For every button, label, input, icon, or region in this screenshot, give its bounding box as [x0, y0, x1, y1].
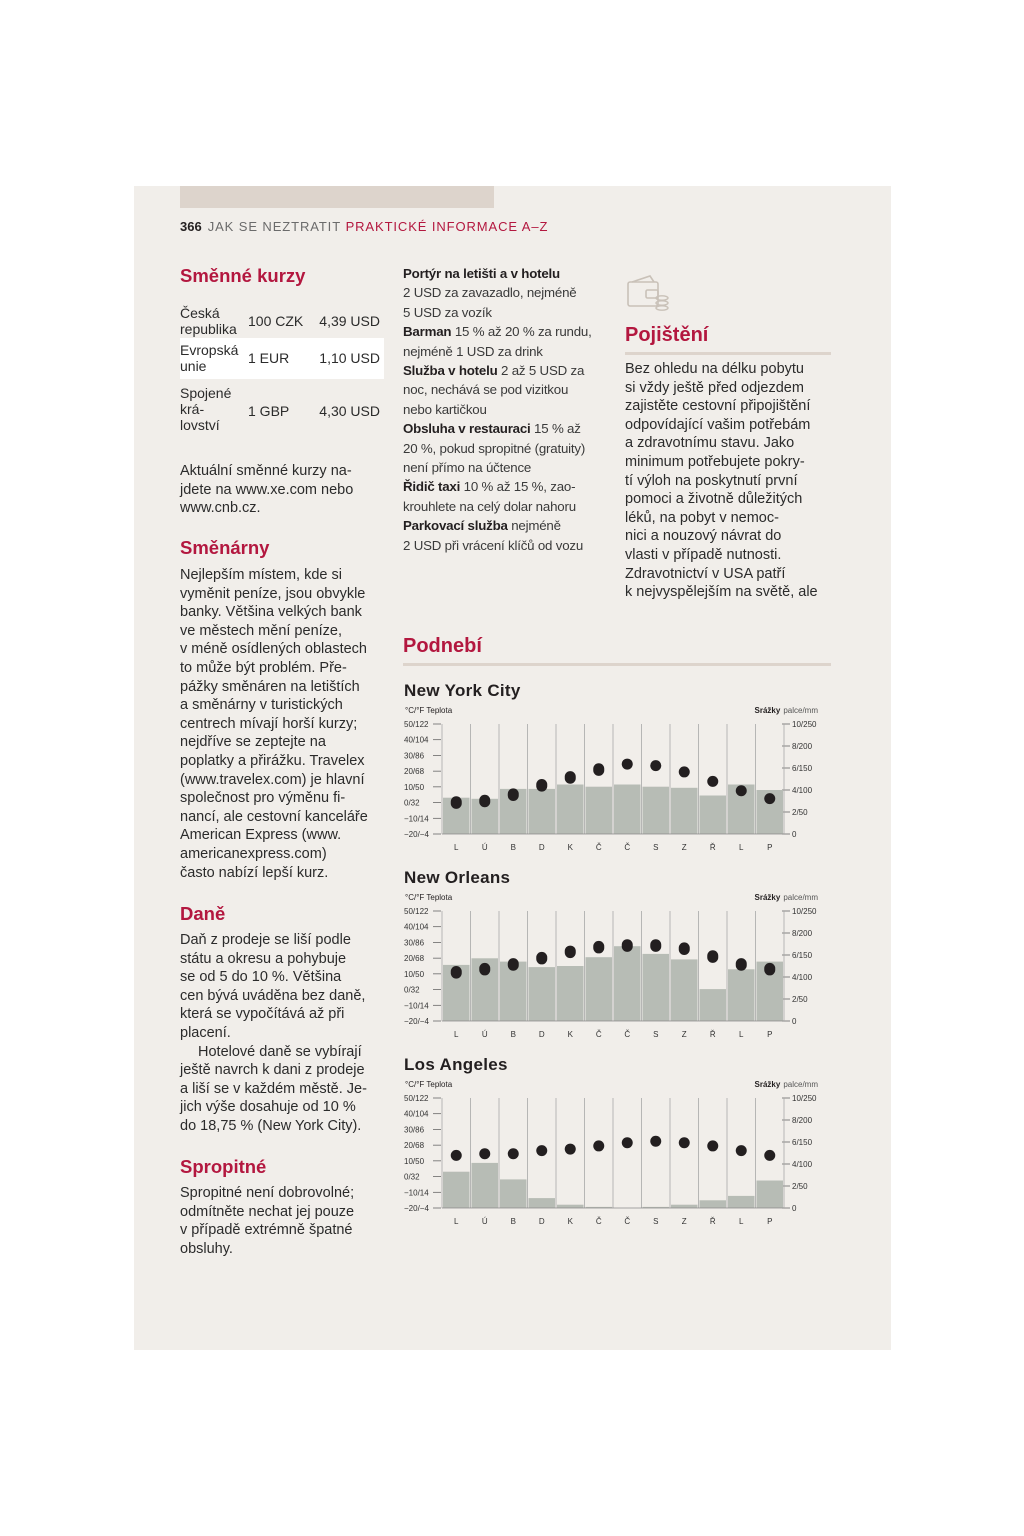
- temp-tick-label: 30/86: [404, 751, 425, 761]
- temp-tick-label: 0/32: [404, 985, 420, 995]
- temp-range-mark: [764, 963, 775, 976]
- tip-line: [403, 322, 613, 341]
- temp-range-mark: [479, 795, 490, 808]
- rain-bar: [671, 959, 698, 1021]
- temp-range-mark: [536, 1145, 547, 1156]
- dane-text: [180, 931, 367, 1136]
- month-label: L: [454, 1217, 459, 1226]
- rain-tick-label: 2/50: [792, 808, 808, 817]
- rain-tick-label: 8/200: [792, 742, 813, 751]
- text-line: do 18,75 % (New York City).: [180, 1117, 362, 1134]
- rain-bar: [557, 1205, 584, 1208]
- month-label: L: [454, 843, 459, 852]
- temp-range-mark: [508, 1148, 519, 1159]
- rain-tick-label: 0: [792, 1017, 797, 1026]
- temp-tick-label: 0/32: [404, 1172, 420, 1182]
- temp-range-mark: [736, 1145, 747, 1156]
- text-line: to může být problém. Pře-: [180, 659, 347, 676]
- text-line: Hotelové daně se vybírají: [198, 1043, 362, 1060]
- country-line: unie: [180, 358, 207, 374]
- month-label: L: [739, 1217, 744, 1226]
- temp-tick-label: 40/104: [404, 735, 429, 745]
- temp-tick-label: 40/104: [404, 922, 429, 932]
- country-line: Spojené: [180, 385, 232, 401]
- month-label: B: [510, 1217, 516, 1226]
- amount-cell: 1 GBP: [248, 403, 290, 419]
- rain-bar: [529, 967, 556, 1021]
- temp-tick-label: 10/50: [404, 782, 425, 792]
- table-row: [180, 379, 384, 439]
- tip-line: nebo kartičkou: [403, 401, 487, 417]
- tip-item: [403, 516, 613, 555]
- temp-range-mark: [536, 952, 547, 965]
- rain-bar: [557, 785, 584, 835]
- tip-line: [403, 419, 613, 438]
- rain-tick-label: 6/150: [792, 951, 813, 960]
- month-label: S: [653, 1030, 659, 1039]
- temp-range-mark: [593, 941, 604, 954]
- temp-range-mark: [451, 966, 462, 979]
- temp-tick-label: 50/122: [404, 720, 429, 729]
- text-line: a zdravotnímu stavu. Jako: [625, 435, 795, 452]
- table-row: [180, 338, 384, 379]
- text-line: léků, na pobyt v nemoc-: [625, 509, 779, 526]
- city-title-los-angeles: Los Angeles: [404, 1055, 508, 1074]
- exchange-table: [180, 302, 384, 439]
- temp-tick-label: 20/68: [404, 767, 425, 777]
- month-label: Ú: [481, 1030, 488, 1039]
- temp-range-mark: [593, 763, 604, 776]
- temp-range-mark: [707, 950, 718, 963]
- rain-axis-label-bold: Srážky: [754, 893, 781, 902]
- climate-chart-new-orleans: [402, 889, 828, 1045]
- rain-bar: [700, 1200, 727, 1208]
- text-line: společnost pro výměnu fi-: [180, 790, 346, 807]
- month-label: L: [454, 1030, 459, 1039]
- temp-range-mark: [479, 1148, 490, 1159]
- text-line: k nejvyspělejším na světě, ale: [625, 584, 818, 601]
- temp-tick-label: −20/−4: [404, 830, 429, 839]
- rain-bar: [643, 954, 670, 1021]
- temp-range-mark: [650, 1136, 661, 1147]
- month-label: P: [767, 1217, 773, 1226]
- tip-item: [403, 264, 613, 322]
- running-header: [180, 219, 548, 234]
- tip-text: nejméně: [507, 518, 561, 534]
- rain-bar: [614, 785, 641, 835]
- temp-range-mark: [565, 946, 576, 959]
- tip-text: 15 % až 20 % za rundu,: [451, 324, 592, 340]
- rain-tick-label: 2/50: [792, 1182, 808, 1191]
- text-line: www.cnb.cz.: [180, 500, 261, 517]
- rain-bar: [700, 796, 727, 835]
- month-label: Ú: [481, 1217, 488, 1226]
- month-label: K: [567, 843, 573, 852]
- rain-tick-label: 6/150: [792, 1138, 813, 1147]
- text-line: odpovídající vašim potřebám: [625, 416, 811, 433]
- month-label: Č: [595, 1217, 602, 1226]
- month-label: B: [510, 843, 516, 852]
- city-title-nyc: New York City: [404, 681, 521, 700]
- temp-range-mark: [764, 793, 775, 804]
- rain-bar: [671, 1205, 698, 1208]
- temp-range-mark: [736, 958, 747, 971]
- rain-bar: [443, 1172, 470, 1208]
- climate-chart-nyc: [402, 702, 828, 858]
- month-label: Ř: [709, 1217, 716, 1226]
- rain-tick-label: 0: [792, 1204, 797, 1213]
- text-line: Nejlepším místem, kde si: [180, 567, 342, 583]
- text-line: jdete na www.xe.com nebo: [180, 481, 354, 498]
- tip-item: [403, 477, 613, 516]
- month-label: D: [538, 1030, 545, 1039]
- insurance-text: [625, 360, 818, 602]
- temp-range-mark: [707, 776, 718, 787]
- rain-tick-label: 2/50: [792, 995, 808, 1004]
- tip-line: 20 %, pokud spropitné (gratuity): [403, 440, 586, 456]
- tip-line: 2 USD za zavazadlo, nejméně: [403, 285, 577, 301]
- section-title: PRAKTICKÉ INFORMACE A–Z: [345, 219, 549, 234]
- text-line: nancí, ale cestovní kanceláře: [180, 808, 368, 825]
- temp-range-mark: [479, 963, 490, 976]
- rain-bar: [728, 969, 755, 1021]
- tip-item: [403, 322, 613, 361]
- rain-tick-label: 4/100: [792, 973, 813, 982]
- temp-tick-label: 10/50: [404, 969, 425, 979]
- temp-range-mark: [508, 788, 519, 801]
- tip-line: 5 USD za vozík: [403, 304, 492, 320]
- text-line: státu a okresu a pohybuje: [180, 950, 347, 967]
- country-line: krá-: [180, 401, 205, 417]
- text-line: nici a nouzový návrat do: [625, 528, 782, 545]
- rain-axis-label-unit: palce/mm: [783, 893, 818, 902]
- month-label: L: [739, 1030, 744, 1039]
- temp-range-mark: [650, 760, 661, 771]
- climate-rule: [403, 663, 831, 666]
- temp-tick-label: 50/122: [404, 907, 429, 916]
- temp-tick-label: 30/86: [404, 1125, 425, 1135]
- rain-bar: [757, 1181, 784, 1209]
- text-line: centrech mívají horší kurzy;: [180, 715, 358, 732]
- temp-axis-label: °C/°F Teplota: [405, 1080, 453, 1089]
- temp-tick-label: −10/14: [404, 1188, 429, 1198]
- text-line: a liší se v každém městě. Je-: [180, 1080, 367, 1097]
- temp-range-mark: [650, 939, 661, 952]
- rain-bar: [700, 989, 727, 1021]
- country-line: Česká: [180, 305, 220, 321]
- temp-tick-label: 30/86: [404, 938, 425, 948]
- tip-text: 2 až 5 USD za: [497, 363, 585, 379]
- exchange-title: Směnné kurzy: [180, 265, 306, 286]
- tip-line: [403, 477, 613, 496]
- rain-tick-label: 10/250: [792, 907, 817, 916]
- text-line: si vždy ještě před odjezdem: [625, 379, 804, 396]
- tip-line: není přímo na účtence: [403, 460, 532, 476]
- exchange-note: [180, 462, 353, 518]
- month-label: Č: [624, 1217, 631, 1226]
- rain-bar: [557, 966, 584, 1021]
- temp-range-mark: [593, 1140, 604, 1151]
- month-label: L: [739, 843, 744, 852]
- temp-tick-label: 40/104: [404, 1109, 429, 1119]
- text-line: (www.travelex.com) je hlavní: [180, 771, 365, 788]
- amount-cell: 1 EUR: [248, 350, 290, 366]
- month-label: Č: [595, 1030, 602, 1039]
- text-line: banky. Většina velkých bank: [180, 604, 362, 621]
- temp-range-mark: [622, 1137, 633, 1148]
- rain-tick-label: 4/100: [792, 1160, 813, 1169]
- tip-line: 2 USD při vrácení klíčů od vozu: [403, 537, 584, 553]
- usd-cell: 4,39 USD: [319, 313, 380, 329]
- rain-tick-label: 10/250: [792, 720, 817, 729]
- text-line: Bez ohledu na délku pobytu: [625, 361, 804, 377]
- smenarny-text: [180, 566, 368, 882]
- rain-bar: [472, 1163, 499, 1208]
- text-line: vyměnit peníze, jsou obvykle: [180, 585, 366, 602]
- country-line: Evropská: [180, 342, 239, 358]
- rain-bar: [586, 787, 613, 834]
- rain-axis-label: [755, 1080, 819, 1089]
- month-label: D: [538, 1217, 545, 1226]
- spropitne-text: [180, 1184, 354, 1258]
- temp-range-mark: [565, 771, 576, 784]
- temp-range-mark: [764, 1150, 775, 1161]
- text-line: odmítněte nechat jej pouze: [180, 1203, 355, 1220]
- month-label: Ú: [481, 843, 488, 852]
- temp-range-mark: [565, 1144, 576, 1155]
- text-line: ve městech mění peníze,: [180, 622, 342, 639]
- rain-tick-label: 6/150: [792, 764, 813, 773]
- temp-tick-label: −10/14: [404, 814, 429, 824]
- temp-range-mark: [736, 785, 747, 796]
- header-tab: [180, 186, 494, 208]
- temp-range-mark: [536, 779, 547, 792]
- month-label: Ř: [709, 843, 716, 852]
- tip-label: Parkovací služba: [403, 518, 508, 534]
- city-title-new-orleans: New Orleans: [404, 868, 511, 887]
- amount-cell: 100 CZK: [248, 313, 304, 329]
- rain-tick-label: 8/200: [792, 929, 813, 938]
- rain-tick-label: 0: [792, 830, 797, 839]
- tip-label: Služba v hotelu: [403, 363, 498, 379]
- rain-bar: [671, 788, 698, 834]
- text-line: v případě extrémně špatné: [180, 1222, 353, 1239]
- month-label: P: [767, 1030, 773, 1039]
- rain-tick-label: 4/100: [792, 786, 813, 795]
- month-label: S: [653, 843, 659, 852]
- rain-axis-label-bold: Srážky: [754, 706, 781, 715]
- tip-line: krouhlete na celý dolar nahoru: [403, 498, 576, 514]
- temp-tick-label: 20/68: [404, 954, 425, 964]
- usd-cell: 1,10 USD: [319, 350, 380, 366]
- wallet-coins-icon: [626, 274, 670, 314]
- month-label: S: [653, 1217, 659, 1226]
- rain-bar: [614, 946, 641, 1021]
- rain-tick-label: 10/250: [792, 1094, 817, 1103]
- tipping-list: [403, 264, 613, 555]
- spropitne-title: Spropitné: [180, 1156, 267, 1177]
- country-line: lovství: [180, 417, 220, 433]
- text-line: obsluhy.: [180, 1240, 233, 1257]
- climate-chart-los-angeles: [402, 1076, 828, 1232]
- temp-axis-label: °C/°F Teplota: [405, 706, 453, 715]
- text-line: minimum potřebujete pokry-: [625, 453, 805, 470]
- temp-tick-label: 10/50: [404, 1156, 425, 1166]
- month-label: Z: [681, 843, 687, 852]
- month-label: K: [567, 1030, 573, 1039]
- tip-text: 10 % až 15 %, zao-: [460, 479, 576, 495]
- rain-bar: [643, 787, 670, 834]
- text-line: která se vypočítává až při: [180, 1006, 345, 1023]
- temp-tick-label: −20/−4: [404, 1204, 429, 1213]
- temp-range-mark: [622, 939, 633, 952]
- tip-label: Řidič taxi: [403, 479, 461, 495]
- temp-range-mark: [508, 958, 519, 971]
- rain-bar: [529, 1198, 556, 1208]
- temp-range-mark: [679, 1137, 690, 1148]
- temp-range-mark: [451, 796, 462, 809]
- month-label: Č: [624, 1030, 631, 1039]
- chapter-title: JAK SE NEZTRATIT: [207, 219, 342, 234]
- tip-text: 15 % až: [530, 421, 581, 437]
- temp-tick-label: 0/32: [404, 798, 420, 808]
- temp-range-mark: [679, 766, 690, 777]
- tip-line: nejméně 1 USD za drink: [403, 343, 543, 359]
- month-label: P: [767, 843, 773, 852]
- text-line: se od 5 do 10 %. Většina: [180, 969, 342, 986]
- rain-axis-label-bold: Srážky: [754, 1080, 781, 1089]
- month-label: D: [538, 843, 545, 852]
- tip-line: [403, 264, 613, 283]
- rain-axis-label-unit: palce/mm: [783, 706, 818, 715]
- text-line: nejdříve se zeptejte na: [180, 734, 326, 751]
- rain-bar: [586, 957, 613, 1021]
- temp-tick-label: −20/−4: [404, 1017, 429, 1026]
- rain-bar: [500, 1179, 527, 1208]
- text-line: cen bývá uváděna bez daně,: [180, 987, 366, 1004]
- month-label: Z: [681, 1030, 687, 1039]
- tip-item: [403, 361, 613, 419]
- month-label: B: [510, 1030, 516, 1039]
- rain-axis-label: [755, 706, 819, 715]
- text-line: American Express (www.: [180, 827, 342, 844]
- table-row: [180, 302, 384, 338]
- dane-title: Daně: [180, 903, 226, 924]
- temp-axis-label: °C/°F Teplota: [405, 893, 453, 902]
- text-line: v méně osídlených oblastech: [180, 641, 367, 658]
- temp-range-mark: [707, 1140, 718, 1151]
- text-line: vlasti v případě nutnosti.: [625, 546, 782, 563]
- tip-line: [403, 361, 613, 380]
- text-line: ještě navrch k dani z prodeje: [180, 1062, 365, 1079]
- country-line: republika: [180, 321, 237, 337]
- temp-tick-label: −10/14: [404, 1001, 429, 1011]
- temp-tick-label: 50/122: [404, 1094, 429, 1103]
- tip-item: [403, 419, 613, 477]
- text-line: a směnárny v turistických: [180, 697, 343, 714]
- month-label: Č: [624, 843, 631, 852]
- tip-label: Barman: [403, 324, 452, 340]
- temp-range-mark: [451, 1150, 462, 1161]
- tip-line: noc, nechává se pod vizitkou: [403, 382, 569, 398]
- page-number: 366: [180, 219, 202, 234]
- temp-range-mark: [679, 942, 690, 955]
- insurance-title: Pojištění: [625, 324, 709, 346]
- text-line: často nabízí lepší kurz.: [180, 864, 329, 881]
- text-line: Spropitné není dobrovolné;: [180, 1185, 355, 1201]
- rain-axis-label-unit: palce/mm: [783, 1080, 818, 1089]
- text-line: placení.: [180, 1024, 231, 1041]
- month-label: Z: [681, 1217, 687, 1226]
- month-label: Ř: [709, 1030, 716, 1039]
- month-label: K: [567, 1217, 573, 1226]
- tip-label: Portýr na letišti a v hotelu: [403, 266, 560, 281]
- text-line: Aktuální směnné kurzy na-: [180, 463, 352, 479]
- climate-title: Podnebí: [403, 635, 482, 657]
- temp-tick-label: 20/68: [404, 1141, 425, 1151]
- rain-tick-label: 8/200: [792, 1116, 813, 1125]
- text-line: zajistěte cestovní připojištění: [625, 398, 811, 415]
- tip-line: [403, 516, 613, 535]
- text-line: poplatky a přirážku. Travelex: [180, 752, 365, 769]
- smenarny-title: Směnárny: [180, 537, 270, 558]
- usd-cell: 4,30 USD: [319, 403, 380, 419]
- rain-axis-label: [755, 893, 819, 902]
- month-label: Č: [595, 843, 602, 852]
- rain-bar: [529, 789, 556, 834]
- text-line: Daň z prodeje se liší podle: [180, 932, 351, 948]
- text-line: pážky směnáren na letištích: [180, 678, 360, 695]
- text-line: Zdravotnictví v USA patří: [625, 565, 786, 582]
- text-line: pomoci a životně důležitých: [625, 491, 803, 508]
- insurance-rule: [625, 352, 831, 355]
- rain-bar: [728, 1196, 755, 1208]
- text-line: americanexpress.com): [180, 845, 327, 862]
- temp-range-mark: [622, 759, 633, 770]
- tip-label: Obsluha v restauraci: [403, 421, 531, 437]
- text-line: tí výloh na poskytnutí první: [625, 472, 798, 489]
- text-line: jich výše dosahuje od 10 %: [180, 1099, 356, 1116]
